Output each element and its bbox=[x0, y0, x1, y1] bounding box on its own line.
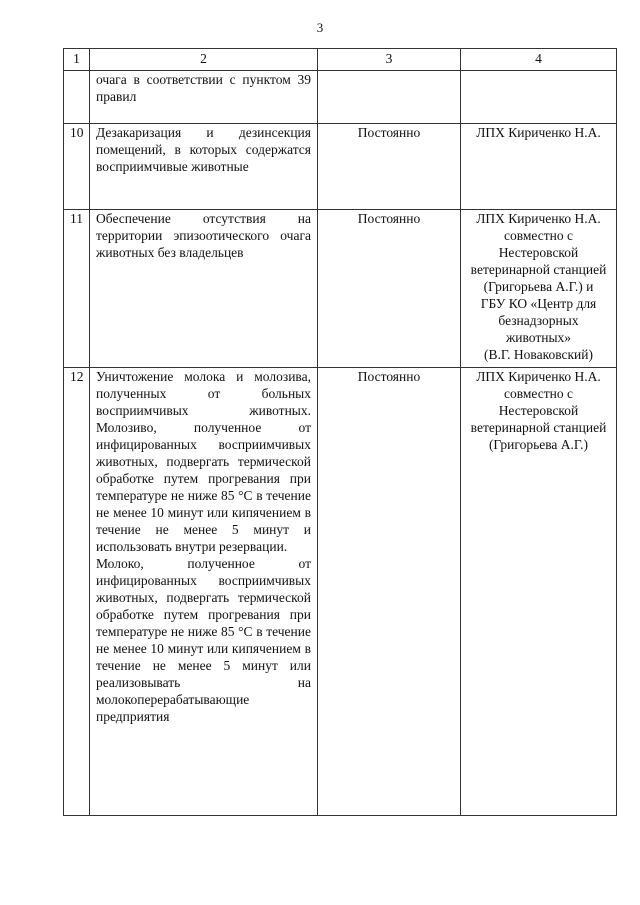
responsible-line: ветеринарной станцией bbox=[470, 262, 607, 277]
responsible-line: (В.Г. Новаковский) bbox=[483, 347, 593, 362]
table-row-10 bbox=[64, 124, 617, 210]
row-number-cell: 12 bbox=[64, 368, 90, 816]
page-number: 3 bbox=[316, 20, 324, 35]
term-cell bbox=[318, 71, 461, 124]
table-header-row bbox=[64, 49, 617, 71]
header-cell-4: 4 bbox=[461, 49, 617, 71]
responsible-line: совместно с bbox=[504, 228, 573, 243]
responsible-line: совместно с bbox=[504, 386, 573, 401]
responsible-line: (Григорьева А.Г.) bbox=[488, 437, 589, 452]
responsible-line: ЛПХ Кириченко Н.А. bbox=[476, 211, 601, 226]
responsible-line: Нестеровской bbox=[498, 245, 579, 260]
header-cell-1: 1 bbox=[64, 49, 90, 71]
responsible-cell bbox=[461, 210, 617, 368]
responsible-line: животных» bbox=[505, 330, 572, 345]
term-cell: Постоянно bbox=[318, 210, 461, 368]
row-number-cell: 10 bbox=[64, 124, 90, 210]
table-row-11 bbox=[64, 210, 617, 368]
table-row-continuation bbox=[64, 71, 617, 124]
row-number-cell bbox=[64, 71, 90, 124]
responsible-cell bbox=[461, 124, 617, 210]
row-number-cell: 11 bbox=[64, 210, 90, 368]
responsible-line: безнадзорных bbox=[498, 313, 579, 328]
measure-description-cell bbox=[90, 124, 318, 210]
measures-table bbox=[63, 48, 617, 816]
measure-text-milk: Молоко, полученное от инфицированных восприимчивых животных, подвергать термической обработке путем прогревания при температуре не ниже 85 °С в течение не менее 10 минут или кипячением в течение не менее 5 минут или реализовывать на молокоперерабатывающие предприятия bbox=[96, 556, 311, 724]
header-cell-2: 2 bbox=[90, 49, 318, 71]
measure-description-cell bbox=[90, 368, 318, 816]
responsible-line: ГБУ КО «Центр для bbox=[480, 296, 597, 311]
measure-description-cell bbox=[90, 210, 318, 368]
measure-description-cell bbox=[90, 71, 318, 124]
responsible-line: (Григорьева А.Г.) и bbox=[483, 279, 594, 294]
header-cell-3: 3 bbox=[318, 49, 461, 71]
responsible-line: Нестеровской bbox=[498, 403, 579, 418]
measure-text-colostrum: Уничтожение молока и молозива, полученных от больных восприимчивых животных. Молозиво, полученное от инфицированных восприимчивых животных, подвергать термической обработке путем прогревания при температуре не ниже 85 °С в течение не менее 10 минут или кипячением в течение не менее 5 минут и использовать внутри резервации. bbox=[96, 369, 311, 554]
term-cell: Постоянно bbox=[318, 124, 461, 210]
term-cell: Постоянно bbox=[318, 368, 461, 816]
responsible-line: ЛПХ Кириченко Н.А. bbox=[476, 125, 601, 140]
measure-text: Обеспечение отсутствия на территории эпизоотического очага животных без владельцев bbox=[96, 211, 311, 260]
responsible-line: ветеринарной станцией bbox=[470, 420, 607, 435]
measure-text: Дезакаризация и дезинсекция помещений, в которых содержатся восприимчивые животные bbox=[96, 125, 311, 174]
responsible-cell bbox=[461, 71, 617, 124]
table-row-12 bbox=[64, 368, 617, 816]
measure-text: очага в соответствии с пунктом 39 правил bbox=[96, 72, 311, 104]
responsible-line: ЛПХ Кириченко Н.А. bbox=[476, 369, 601, 384]
responsible-cell bbox=[461, 368, 617, 816]
